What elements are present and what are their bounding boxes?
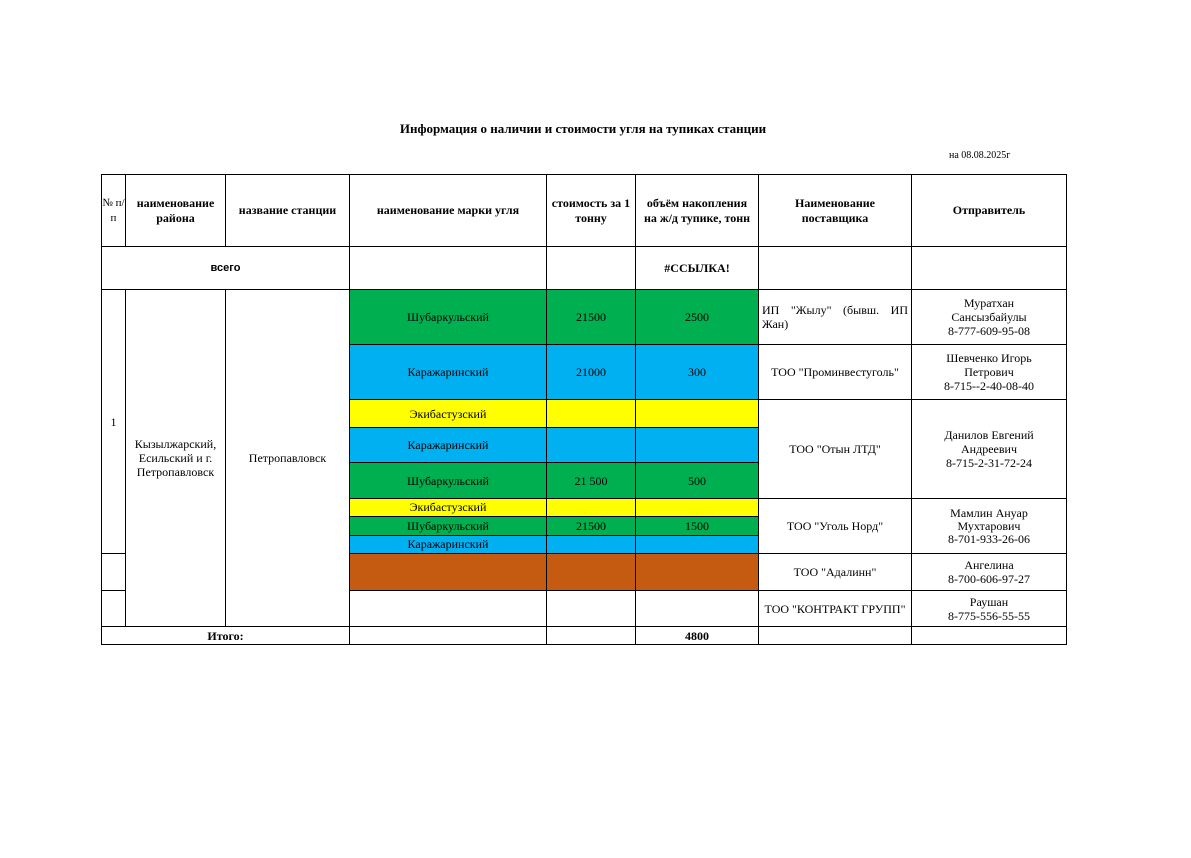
summary-volume: 4800 bbox=[636, 627, 759, 645]
sender-cell bbox=[912, 345, 1067, 400]
summary-label: Итого: bbox=[102, 627, 350, 645]
brand-cell bbox=[350, 554, 547, 591]
brand-cell bbox=[350, 591, 547, 627]
col-header-supplier: Наименование поставщика bbox=[759, 175, 912, 247]
sender-phone: 8-777-609-95-08 bbox=[948, 324, 1030, 338]
total-volume: #ССЫЛКА! bbox=[636, 247, 759, 290]
sender-line: Ангелина bbox=[964, 558, 1014, 572]
price-cell: 21500 bbox=[547, 517, 636, 536]
volume-cell bbox=[636, 499, 759, 517]
coal-table bbox=[101, 174, 1067, 645]
header-row bbox=[102, 175, 1067, 247]
col-header-brand: наименование марки угля bbox=[350, 175, 547, 247]
col-header-station: название станции bbox=[226, 175, 350, 247]
row-number: 1 bbox=[102, 290, 126, 554]
volume-cell bbox=[636, 400, 759, 428]
total-label: всего bbox=[102, 247, 350, 290]
price-cell bbox=[547, 499, 636, 517]
supplier-cell: ТОО "Отын ЛТД" bbox=[759, 400, 912, 499]
sender-line: Данилов Евгений bbox=[944, 428, 1034, 442]
station-cell: Петропавловск bbox=[226, 290, 350, 627]
supplier-cell: ИП "Жылу" (бывш. ИП Жан) bbox=[759, 290, 912, 345]
table-row bbox=[102, 290, 1067, 345]
sender-cell bbox=[912, 591, 1067, 627]
sender-line: Шевченко Игорь bbox=[946, 351, 1032, 365]
sender-phone: 8-715--2-40-08-40 bbox=[944, 379, 1034, 393]
sender-line: Мамлин Ануар bbox=[950, 505, 1028, 520]
summary-row bbox=[102, 627, 1067, 645]
col-header-sender: Отправитель bbox=[912, 175, 1067, 247]
volume-cell: 2500 bbox=[636, 290, 759, 345]
col-header-volume: объём накопления на ж/д тупике, тонн bbox=[636, 175, 759, 247]
sender-cell bbox=[912, 554, 1067, 591]
volume-cell bbox=[636, 591, 759, 627]
brand-cell: Шубаркульский bbox=[350, 290, 547, 345]
total-row bbox=[102, 247, 1067, 290]
sender-line: Сансызбайулы bbox=[951, 310, 1027, 324]
sender-phone: 8-700-606-97-27 bbox=[948, 572, 1030, 586]
sender-cell bbox=[912, 499, 1067, 554]
volume-cell bbox=[636, 536, 759, 554]
report-date: на 08.08.2025г bbox=[949, 150, 1011, 161]
supplier-cell: ТОО "Уголь Норд" bbox=[759, 499, 912, 554]
sender-cell bbox=[912, 400, 1067, 499]
col-header-num: № п/п bbox=[102, 175, 126, 247]
sender-line: Мухтарович bbox=[957, 518, 1021, 533]
supplier-cell: ТОО "Проминвестуголь" bbox=[759, 345, 912, 400]
col-header-district: наименование района bbox=[126, 175, 226, 247]
price-cell: 21000 bbox=[547, 345, 636, 400]
col-header-price: стоимость за 1 тонну bbox=[547, 175, 636, 247]
brand-cell: Каражаринский bbox=[350, 345, 547, 400]
sender-cell bbox=[912, 290, 1067, 345]
volume-cell: 1500 bbox=[636, 517, 759, 536]
sender-phone: 8-775-556-55-55 bbox=[948, 608, 1030, 623]
district-cell: Кызылжарский, Есильский и г. Петропавловск bbox=[126, 290, 226, 627]
sender-line: Петрович bbox=[964, 365, 1014, 379]
sender-line: Муратхан bbox=[963, 296, 1015, 310]
price-cell bbox=[547, 591, 636, 627]
sender-line: Андреевич bbox=[961, 442, 1017, 456]
price-cell bbox=[547, 554, 636, 591]
brand-cell: Шубаркульский bbox=[350, 463, 547, 499]
volume-cell bbox=[636, 428, 759, 463]
price-cell bbox=[547, 428, 636, 463]
price-cell bbox=[547, 536, 636, 554]
supplier-cell: ТОО "Адалинн" bbox=[759, 554, 912, 591]
brand-cell: Каражаринский bbox=[350, 536, 547, 554]
volume-cell: 300 bbox=[636, 345, 759, 400]
sender-phone: 8-701-933-26-06 bbox=[948, 531, 1030, 546]
sender-line: Раушан bbox=[969, 594, 1009, 609]
price-cell bbox=[547, 400, 636, 428]
brand-cell: Экибастузский bbox=[350, 400, 547, 428]
price-cell: 21500 bbox=[547, 290, 636, 345]
brand-cell: Экибастузский bbox=[350, 499, 547, 517]
volume-cell: 500 bbox=[636, 463, 759, 499]
volume-cell bbox=[636, 554, 759, 591]
page-title: Информация о наличии и стоимости угля на тупиках станции bbox=[399, 121, 767, 136]
brand-cell: Шубаркульский bbox=[350, 517, 547, 536]
price-cell: 21 500 bbox=[547, 463, 636, 499]
brand-cell: Каражаринский bbox=[350, 428, 547, 463]
sender-phone: 8-715-2-31-72-24 bbox=[946, 456, 1032, 470]
supplier-cell: ТОО "КОНТРАКТ ГРУПП" bbox=[759, 591, 912, 627]
